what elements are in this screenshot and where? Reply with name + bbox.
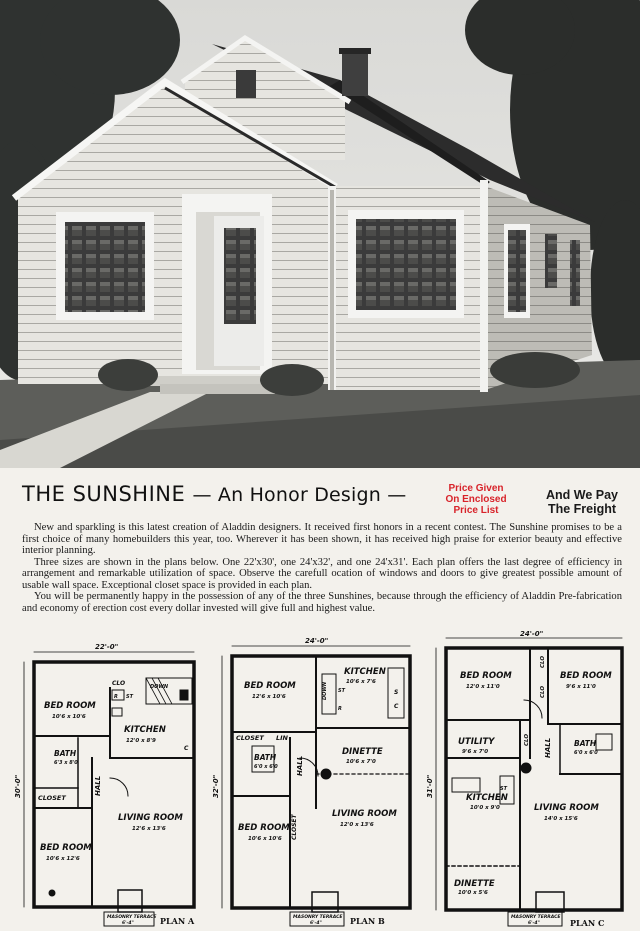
svg-text:6'0 x 6'0: 6'0 x 6'0	[574, 750, 598, 756]
floor-plans	[0, 628, 640, 931]
svg-text:9'6 x 7'0: 9'6 x 7'0	[462, 749, 489, 755]
description-paragraph: New and sparkling is this latest creation of Aladdin designers. It received first honors in a recent contest. The Sunshine promises to be a first choice of many homebuilders this year, too. Wherever it has been shown, it has received high praise for exterior beauty and effective interior planning.	[22, 522, 622, 556]
svg-text:MASONRY TERRACE: MASONRY TERRACE	[107, 915, 157, 920]
plan-c-living-room: LIVING ROOM	[534, 803, 599, 813]
svg-text:10'6 x 10'6: 10'6 x 10'6	[248, 836, 282, 842]
plan-b-living-room: LIVING ROOM	[332, 809, 397, 819]
description-paragraph: Three sizes are shown in the plans below. One 22'x30', one 24'x32', and one 24'x31'. Each plan offers the last degree of efficiency in arrangement and remarkable utilization of space. Observe the carefull ocation of windows and doors to give greatest possible amount of usable wall space. Exceptional closet space is provided in each plan.	[22, 556, 622, 591]
plan-b-dinette: DINETTE	[342, 747, 383, 757]
plan-a-closet: CLOSET	[38, 794, 66, 802]
svg-text:10'0 x 9'0: 10'0 x 9'0	[470, 805, 500, 811]
plan-c-dinette: DINETTE	[454, 879, 495, 889]
design-name: THE SUNSHINE	[22, 482, 186, 506]
plan-a-kitchen: KITCHEN	[124, 725, 166, 735]
plan-a-bedroom-1: BED ROOM	[44, 701, 96, 711]
description	[22, 522, 622, 614]
svg-text:6'-4": 6'-4"	[310, 921, 322, 926]
plan-c-kitchen: KITCHEN	[466, 793, 508, 803]
design-subtitle: — An Honor Design —	[192, 484, 407, 506]
svg-text:DOWN: DOWN	[150, 684, 169, 690]
plan-a	[24, 652, 194, 926]
svg-text:6'-4": 6'-4"	[122, 921, 134, 926]
plan-a-bedroom-2: BED ROOM	[40, 843, 92, 853]
plan-b-depth-dim: 32'-0"	[212, 774, 220, 798]
svg-text:MASONRY TERRACE: MASONRY TERRACE	[293, 915, 343, 920]
plan-c-label: PLAN C	[570, 918, 605, 928]
svg-text:CLO: CLO	[540, 655, 546, 668]
plan-a-hall: HALL	[94, 775, 102, 796]
svg-text:ST: ST	[338, 688, 346, 694]
plan-b-width-dim: 24'-0"	[305, 637, 329, 645]
plan-c-bedroom-1: BED ROOM	[460, 671, 512, 681]
page-title	[22, 482, 406, 506]
freight-note: And We Pay The Freight	[545, 488, 618, 516]
plan-c-bath: BATH	[574, 739, 597, 748]
svg-text:S: S	[394, 689, 399, 696]
svg-text:12'0 x 11'0: 12'0 x 11'0	[466, 684, 500, 690]
plan-b-bedroom-2: BED ROOM	[238, 823, 290, 833]
svg-text:12'0 x 8'9: 12'0 x 8'9	[126, 738, 156, 744]
svg-text:DOWN: DOWN	[322, 681, 328, 700]
plan-b-kitchen: KITCHEN	[344, 667, 386, 677]
plan-c-width-dim: 24'-0"	[520, 630, 544, 638]
plan-a-bath: BATH	[54, 749, 77, 758]
svg-text:R: R	[114, 694, 118, 700]
plan-a-width-dim: 22'-0"	[95, 643, 119, 651]
svg-text:6'-4": 6'-4"	[528, 921, 540, 926]
plan-a-depth-dim: 30'-0"	[14, 774, 22, 798]
price-note: Price Given On Enclosed Price List	[445, 483, 507, 516]
svg-text:14'0 x 15'6: 14'0 x 15'6	[544, 816, 578, 822]
svg-text:10'6 x 7'0: 10'6 x 7'0	[346, 759, 376, 765]
plan-a-living-room: LIVING ROOM	[118, 813, 183, 823]
svg-text:ST: ST	[500, 786, 508, 792]
svg-text:C: C	[394, 703, 399, 710]
description-paragraph: You will be permanently happy in the possession of any of the three Sunshines, because through the efficiency of Aladdin Pre-fabrication and economy of erection cost every dollar invested will give full and highest value.	[22, 591, 622, 614]
svg-text:6'3 x 8'0: 6'3 x 8'0	[54, 760, 78, 766]
plan-b-closet: CLOSET	[236, 734, 264, 742]
svg-text:CLO: CLO	[112, 680, 126, 687]
svg-text:10'6 x 10'6: 10'6 x 10'6	[52, 714, 86, 720]
plan-c-depth-dim: 31'-0"	[426, 774, 434, 798]
svg-text:6'0 x 6'0: 6'0 x 6'0	[254, 764, 278, 770]
svg-text:CLO: CLO	[524, 733, 530, 746]
plan-b-hall: HALL	[296, 755, 304, 776]
svg-text:9'6 x 11'0: 9'6 x 11'0	[566, 684, 596, 690]
plan-b-bath: BATH	[254, 753, 277, 762]
svg-text:MASONRY TERRACE: MASONRY TERRACE	[511, 915, 561, 920]
svg-text:12'6 x 13'6: 12'6 x 13'6	[132, 826, 166, 832]
svg-text:C: C	[184, 745, 189, 752]
title-bar	[0, 470, 640, 522]
svg-text:12'0 x 13'6: 12'0 x 13'6	[340, 822, 374, 828]
plan-c-utility: UTILITY	[458, 737, 495, 747]
svg-text:10'6 x 7'6: 10'6 x 7'6	[346, 679, 376, 685]
plan-b-bedroom-1: BED ROOM	[244, 681, 296, 691]
plan-c-hall: HALL	[544, 737, 552, 758]
plan-c-bedroom-2: BED ROOM	[560, 671, 612, 681]
svg-text:ST: ST	[126, 694, 134, 700]
svg-text:LIN: LIN	[276, 734, 289, 742]
svg-text:CLOSET: CLOSET	[291, 814, 298, 840]
svg-text:CLO: CLO	[540, 685, 546, 698]
svg-text:12'6 x 10'6: 12'6 x 10'6	[252, 694, 286, 700]
svg-text:10'6 x 12'6: 10'6 x 12'6	[46, 856, 80, 862]
plan-b-label: PLAN B	[350, 916, 385, 926]
svg-text:10'0 x 5'6: 10'0 x 5'6	[458, 890, 488, 896]
plan-a-label: PLAN A	[160, 916, 195, 926]
svg-text:R: R	[338, 706, 342, 712]
